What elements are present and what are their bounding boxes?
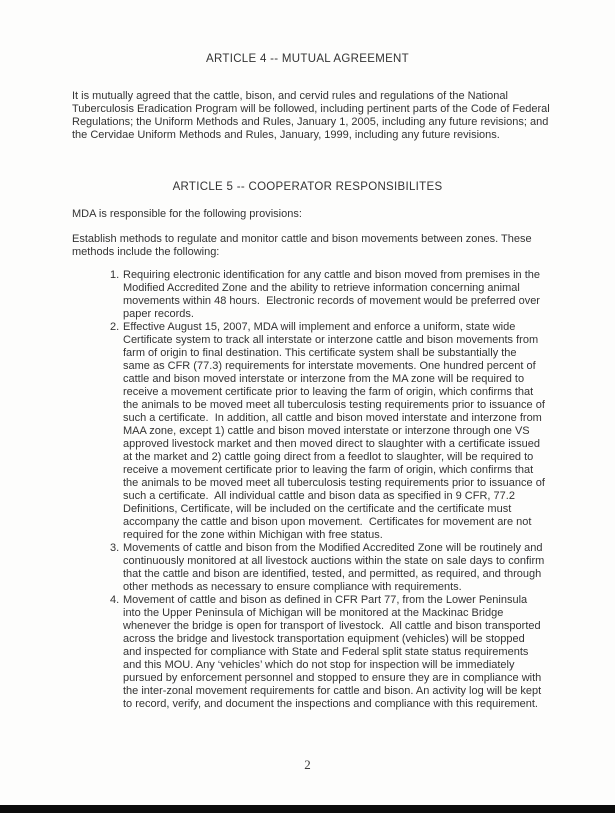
article-5-heading: ARTICLE 5 -- COOPERATOR RESPONSIBILITES	[172, 181, 443, 193]
list-item-number: 2.	[110, 321, 120, 333]
list-item	[110, 269, 546, 321]
list-item	[110, 321, 546, 542]
list-item-number: 3.	[110, 542, 120, 554]
list-item-text: Movement of cattle and bison as defined in CFR Part 77, from the Lower Peninsula into the Upper Peninsula of Michigan will be monitored at the Mackinac Bridge whenever the bridge is open for transport of livestock. All cattle and bison transported across the bridge and livestock transportation equipment (vehicles) will be stopped and inspected for compliance with State and Federal split state status requirements and this MOU. Any ‘vehicles’ which do not stop for inspection will be immediately pursued by enforcement personnel and stopped to ensure they are in compliance with the inter-zonal movement requirements for cattle and bison. An activity log will be kept to record, verify, and document the inspections and compliance with this requirement.	[123, 594, 545, 710]
list-item-text: Requiring electronic identification for any cattle and bison moved from premises in the Modified Accredited Zone and the ability to retrieve information concerning animal movements within 48 hours. Electronic records of movement would be preferred over paper records.	[123, 269, 544, 320]
list-item	[110, 542, 546, 594]
establish-methods-lead: Establish methods to regulate and monitor cattle and bison movements between zones. These methods include the following:	[72, 233, 535, 258]
mda-responsibility-intro: MDA is responsible for the following provisions:	[72, 208, 302, 220]
list-item-text: Effective August 15, 2007, MDA will implement and enforce a uniform, state wide Certificate system to track all interstate or interzone cattle and bison movements from farm of origin to final destination. This certificate system shall be substantially the same as CFR (77.3) requirements for interstate movements. One hundred percent of cattle and bison moved interstate or interzone from the MA zone will be required to receive a movement certificate prior to leaving the farm of origin, which confirms that the animals to be moved meet all tuberculosis testing requirements prior to issuance of such a certificate. In addition, all cattle and bison moved interstate and interzone from MAA zone, except 1) cattle and bison moved interstate or interzone through one VS approved livestock market and then moved direct to slaughter with a certificate issued at the market and 2) cattle going direct from a feedlot to slaughter, will be required to receive a movement certificate prior to leaving the farm of origin, which confirms that the animals to be moved meet all tuberculosis testing requirements prior to issuance of such a certificate. All individual cattle and bison data as specified in 9 CFR, 77.2 Definitions, Certificate, will be included on the certificate and the certificate must accompany the cattle and bison upon movement. Certificates for movement are not required for the zone within Michigan with free status.	[123, 321, 548, 541]
list-item-number: 1.	[110, 269, 120, 281]
article-4-heading: ARTICLE 4 -- MUTUAL AGREEMENT	[206, 53, 409, 65]
article-4-paragraph: It is mutually agreed that the cattle, bison, and cervid rules and regulations of the National Tuberculosis Eradication Program will be followed, including pertinent parts of the Code of Federal Regulations; the Uniform Methods and Rules, January 1, 2005, including any future revisions; and the Cervidae Uniform Methods and Rules, January, 1999, including any future revisions.	[72, 90, 553, 141]
list-item	[110, 594, 546, 711]
page-number: 2	[304, 757, 311, 772]
list-item-text: Movements of cattle and bison from the Modified Accredited Zone will be routinely and continuously monitored at all livestock auctions within the state on sale days to confirm that the cattle and bison are identified, tested, and permitted, as required, and through other methods as necessary to ensure compliance with requirements.	[123, 542, 548, 593]
list-item-number: 4.	[110, 594, 120, 606]
provisions-list	[110, 269, 546, 711]
scan-edge-artifact	[0, 805, 615, 813]
